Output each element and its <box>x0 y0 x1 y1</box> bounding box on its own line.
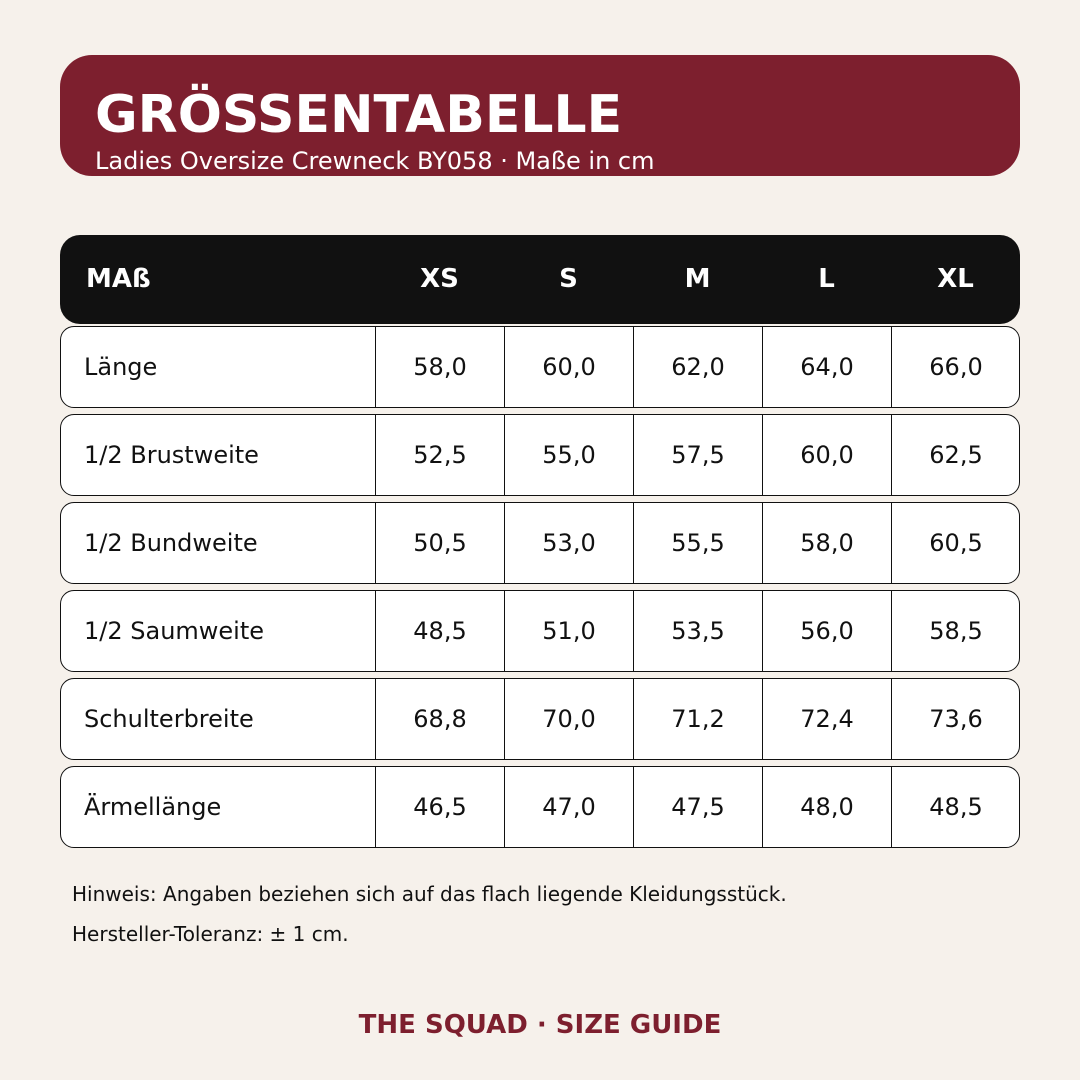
table-cell: 47,5 <box>633 767 762 847</box>
table-cell: 55,0 <box>504 415 633 495</box>
table-row <box>60 766 1020 848</box>
page-title: GRÖSSENTABELLE <box>95 85 623 145</box>
measurement-note: Hinweis: Angaben beziehen sich auf das flach liegende Kleidungsstück. <box>72 882 787 906</box>
table-cell: 72,4 <box>762 679 891 759</box>
table-cell: 48,0 <box>762 767 891 847</box>
row-label-aermellaenge: Ärmellänge <box>84 793 222 821</box>
table-row <box>60 414 1020 496</box>
table-cell: 47,0 <box>504 767 633 847</box>
table-cell: 46,5 <box>375 767 504 847</box>
table-cell: 68,8 <box>375 679 504 759</box>
column-header-xl: XL <box>937 264 974 294</box>
table-cell: 55,5 <box>633 503 762 583</box>
column-header-measure: MAß <box>86 264 151 294</box>
table-cell: 62,5 <box>891 415 1020 495</box>
table-cell: 62,0 <box>633 327 762 407</box>
table-row <box>60 326 1020 408</box>
table-cell: 58,0 <box>762 503 891 583</box>
table-header <box>60 235 1020 324</box>
table-cell: 60,0 <box>762 415 891 495</box>
column-header-s: S <box>559 264 578 294</box>
page-subtitle: Ladies Oversize Crewneck BY058 · Maße in cm <box>95 147 655 175</box>
column-header-xs: XS <box>420 264 459 294</box>
table-row <box>60 502 1020 584</box>
footer-brand: THE SQUAD · SIZE GUIDE <box>358 1010 722 1040</box>
column-header-l: L <box>818 264 835 294</box>
table-cell: 57,5 <box>633 415 762 495</box>
table-cell: 48,5 <box>891 767 1020 847</box>
column-header-m: M <box>684 264 711 294</box>
tolerance-note: Hersteller-Toleranz: ± 1 cm. <box>72 922 349 946</box>
table-cell: 53,0 <box>504 503 633 583</box>
table-cell: 51,0 <box>504 591 633 671</box>
table-cell: 66,0 <box>891 327 1020 407</box>
table-cell: 60,5 <box>891 503 1020 583</box>
table-cell: 60,0 <box>504 327 633 407</box>
table-cell: 53,5 <box>633 591 762 671</box>
table-cell: 71,2 <box>633 679 762 759</box>
table-cell: 64,0 <box>762 327 891 407</box>
table-cell: 50,5 <box>375 503 504 583</box>
table-row <box>60 590 1020 672</box>
table-cell: 73,6 <box>891 679 1020 759</box>
table-row <box>60 678 1020 760</box>
row-label-bundweite: 1/2 Bundweite <box>84 529 258 557</box>
table-cell: 58,5 <box>891 591 1020 671</box>
table-cell: 48,5 <box>375 591 504 671</box>
title-banner <box>60 55 1020 176</box>
table-cell: 52,5 <box>375 415 504 495</box>
row-label-laenge: Länge <box>84 353 158 381</box>
table-cell: 70,0 <box>504 679 633 759</box>
table-cell: 58,0 <box>375 327 504 407</box>
row-label-saumweite: 1/2 Saumweite <box>84 617 265 645</box>
row-label-brustweite: 1/2 Brustweite <box>84 441 259 469</box>
table-cell: 56,0 <box>762 591 891 671</box>
row-label-schulterbreite: Schulterbreite <box>84 705 254 733</box>
